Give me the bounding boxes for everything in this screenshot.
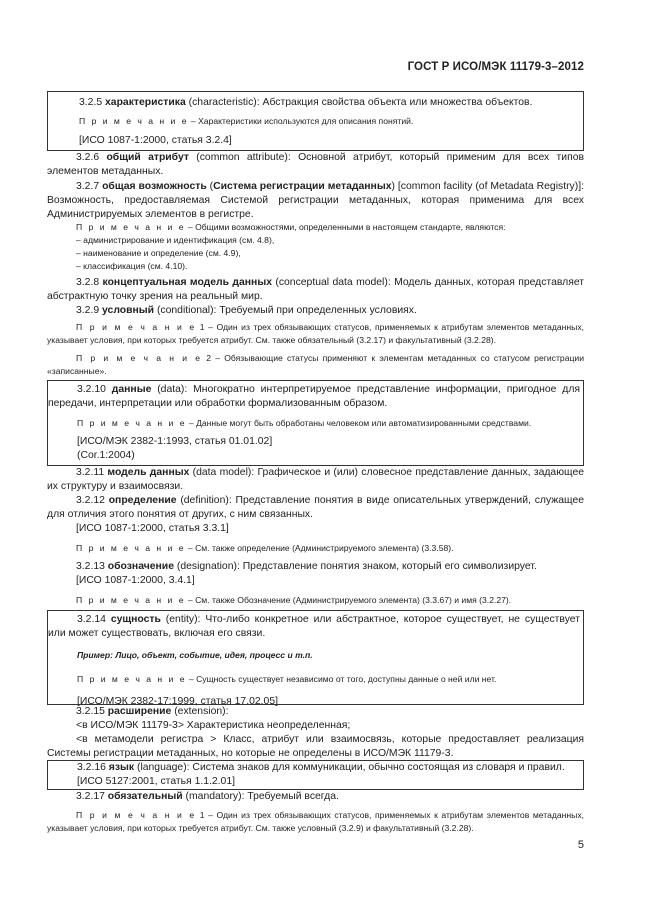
- term-3-2-7: 3.2.7 общая возможность (Система регистрации метаданных) [common facility (of Metadata Registry)]: Возможность, предоставляемая Системой регистрации метаданных, которая применима для всех Администрируемых элементов в регистре.: [47, 181, 584, 220]
- note-3-2-10: П р и м е ч а н и е – Данные могут быть обработаны человеком или автоматизированными средствами.: [77, 418, 532, 428]
- list-item: – наименование и определение (см. 4.9),: [76, 248, 241, 258]
- term-3-2-6: 3.2.6 общий атрибут (common attribute): Основной атрибут, который применим для всех типов элементов метаданных.: [47, 152, 585, 177]
- note-3-2-14: П р и м е ч а н и е – Сущность существует независимо от того, доступны данные о ней или нет.: [77, 674, 497, 684]
- source-3-2-5: [ИСО 1087-1:2000, статья 3.2.4]: [79, 135, 232, 146]
- example-3-2-14: Пример: Лицо, объект, событие, идея, процесс и т.п.: [77, 650, 313, 660]
- note-3-2-5: П р и м е ч а н и е – Характеристики используются для описания понятий.: [79, 116, 414, 126]
- term-box-3-2-14: [47, 610, 584, 705]
- source-3-2-10-cor: (Cor.1:2004): [77, 450, 135, 461]
- document-header: ГОСТ Р ИСО/МЭК 11179-3–2012: [407, 61, 584, 73]
- source-3-2-12: [ИСО 1087-1:2000, статья 3.3.1]: [76, 523, 229, 534]
- term-3-2-12: 3.2.12 определение (definition): Представление понятия в виде описательных утверждений, служащее для отличия этого понятия от других, с ним связанных.: [47, 495, 585, 520]
- extension-def-1: <в ИСО/МЭК 11179-3> Характеристика неопределенная;: [76, 720, 351, 731]
- note-3-2-9-1: П р и м е ч а н и е 1 – Один из трех обязывающих статусов, применяемых к атрибутам элементов метаданных, указывает условия, при которых требуется атрибут. См. также обязательный (3.2.17) и факультативный (3.2.28).: [47, 322, 584, 345]
- list-item: – классификация (см. 4.10).: [76, 261, 188, 271]
- note-3-2-13: П р и м е ч а н и е – См. также Обозначение (Администрируемого элемента) (3.3.67) и имя (3.2.27).: [76, 595, 512, 605]
- note-3-2-17: П р и м е ч а н и е 1 – Один из трех обязывающих статусов, применяемых к атрибутам элементов метаданных, указывает условия, при которых требуется атрибут. См. также условный (3.2.9) и факультативный (3.2.28).: [47, 810, 584, 833]
- term-3-2-8: 3.2.8 концептуальная модель данных (conceptual data model): Модель данных, которая представляет абстрактную точку зрения на реальный мир.: [47, 277, 585, 302]
- term-3-2-10: 3.2.10 данные (data): Многократно интерпретируемое представление информации, пригодное для передачи, интерпретации или обработки формализованным образом.: [48, 384, 581, 409]
- term-box-3-2-16: [47, 760, 584, 790]
- source-3-2-16: [ИСО 5127:2001, статья 1.1.2.01]: [77, 776, 236, 787]
- page-number: 5: [577, 839, 584, 851]
- extension-def-2: <в метамодели регистра > Класс, атрибут или взаимосвязь, которые предоставляет реализация Системы регистрации метаданных, но которые не определены в ИСО/МЭК 11179-3.: [47, 734, 584, 759]
- term-3-2-11: 3.2.11 модель данных (data model): Графическое и (или) словесное представление данных, задающее их структуру и взаимосвязи.: [47, 467, 584, 492]
- source-3-2-13: [ИСО 1087-1:2000, 3.4.1]: [76, 575, 195, 586]
- note-3-2-7: П р и м е ч а н и е – Общими возможностями, определенными в настоящем стандарте, являются:: [76, 222, 506, 232]
- note-3-2-12: П р и м е ч а н и е – См. также определение (Администрируемого элемента) (3.3.58).: [76, 543, 454, 553]
- term-3-2-9: 3.2.9 условный (conditional): Требуемый при определенных условиях.: [76, 305, 417, 316]
- term-3-2-17: 3.2.17 обязательный (mandatory): Требуемый всегда.: [76, 791, 339, 802]
- list-item: – администрирование и идентификация (см. 4.8),: [76, 235, 275, 245]
- term-3-2-14: 3.2.14 сущность (entity): Что-либо конкретное или абстрактное, которое существует, не существует или может существовать, включая его связи.: [48, 614, 580, 639]
- term-3-2-5: 3.2.5 характеристика (characteristic): Абстракция свойства объекта или множества объектов.: [79, 97, 533, 108]
- term-3-2-15: 3.2.15 расширение (extension):: [76, 706, 229, 717]
- note-3-2-9-2: П р и м е ч а н и е 2 – Обязывающие статусы применяют к элементам метаданных со статусом регистрации «записанные».: [47, 353, 584, 376]
- term-box-3-2-5: [47, 91, 584, 151]
- term-3-2-16: 3.2.16 язык (language): Система знаков для коммуникации, обычно состоящая из словаря и правил.: [77, 762, 565, 773]
- source-3-2-14: [ИСО/МЭК 2382-17:1999, статья 17.02.05]: [77, 696, 278, 707]
- source-3-2-10: [ИСО/МЭК 2382-1:1993, статья 01.01.02]: [77, 436, 273, 447]
- term-3-2-13: 3.2.13 обозначение (designation): Представление понятия знаком, который его символизирует.: [76, 561, 537, 572]
- term-box-3-2-10: [47, 380, 584, 466]
